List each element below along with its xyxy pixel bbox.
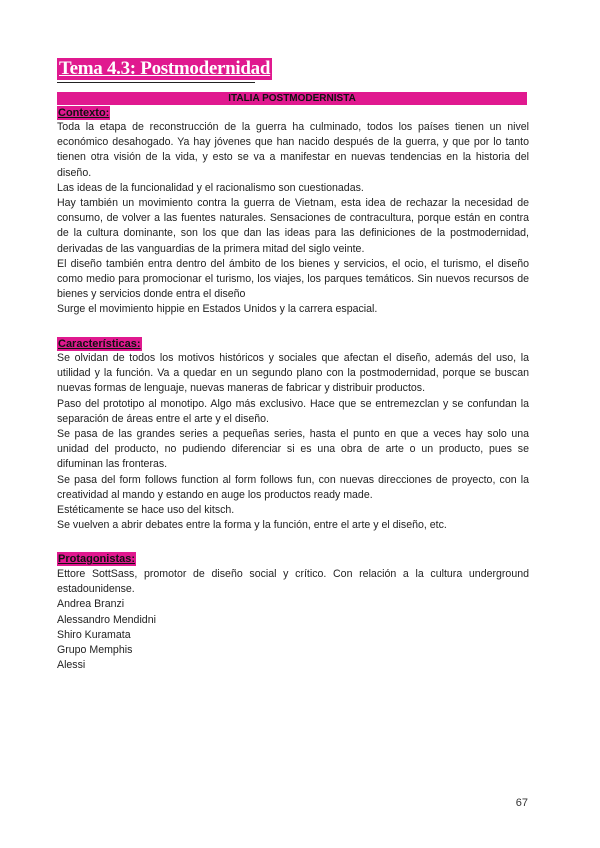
caracteristicas-label: Características: (58, 338, 141, 350)
paragraph: Hay también un movimiento contra la guerra de Vietnam, esta idea de rechazar la necesidad de consumo, de volver a las fuentes naturales. Sensaciones de contracultura, porque están en contra de la cultura dominante, son los que dan las ideas para las definiciones de la postmodernidad, derivadas de las vanguardias de la primera mitad del siglo veinte. (57, 197, 529, 255)
list-item: Ettore SottSass, promotor de diseño social y crítico. Con relación a la cultura underground estadounidense. (57, 568, 529, 596)
paragraph: Paso del prototipo al monotipo. Algo más exclusivo. Hace que se entremezclan y se confundan la separación de áreas entre el arte y el diseño. (57, 397, 529, 425)
contexto-label: Contexto: (58, 107, 110, 119)
paragraph: Se pasa de las grandes series a pequeñas series, hasta el punto en que a veces hay solo una unidad del producto, no pudiendo diferenciar si es una obra de arte o un producto, pues se difuminan las fronteras. (57, 428, 529, 471)
caracteristicas-body (57, 351, 529, 533)
list-item: Andrea Branzi (57, 598, 125, 611)
list-item: Shiro Kuramata (57, 628, 131, 641)
list-item: Alessandro Mendidni (57, 613, 156, 626)
protagonistas-list (57, 567, 529, 673)
list-item: Grupo Memphis (57, 644, 133, 657)
page-title: Tema 4.3: Postmodernidad (59, 58, 271, 79)
list-item: Alessi (57, 659, 86, 672)
protagonistas-label: Protagonistas: (58, 553, 136, 565)
paragraph: Toda la etapa de reconstrucción de la guerra ha culminado, todos los países tienen un nivel económico desahogado. Ya hay jóvenes que han nacido después de la guerra, y que por lo tanto tienen otra visión de la vida, y esto se va a manifestar en nuevas tendencias en la historia del diseño. (57, 121, 529, 179)
paragraph: Estéticamente se hace uso del kitsch. (57, 504, 235, 517)
paragraph: Se pasa del form follows function al form follows fun, con nuevas direcciones de proyecto, con la creatividad al mando y estando en auge los productos ready made. (57, 473, 529, 501)
section-heading: ITALIA POSTMODERNISTA (57, 92, 527, 105)
page-number: 67 (515, 797, 528, 809)
paragraph: Se olvidan de todos los motivos históricos y sociales que afectan el diseño, además del uso, la utilidad y la función. Va a quedar en un segundo plano con la postmodernidad, porque se buscan nuevas formas de lenguaje, nuevas maneras de fabricar y distribuir productos. (57, 352, 529, 395)
paragraph: Las ideas de la funcionalidad y el racionalismo son cuestionadas. (57, 181, 364, 194)
contexto-body (57, 120, 529, 318)
paragraph: Surge el movimiento hippie en Estados Unidos y la carrera espacial. (57, 303, 378, 316)
paragraph: El diseño también entra dentro del ámbito de los bienes y servicios, el ocio, el turismo, el diseño como medio para promocionar el turismo, los viajes, los parques temáticos. Sin nuevos recursos de bienes y servicios donde entra el diseño (57, 257, 529, 301)
title-underline (57, 82, 255, 83)
paragraph: Se vuelven a abrir debates entre la forma y la función, entre el arte y el diseño, etc. (57, 519, 447, 532)
